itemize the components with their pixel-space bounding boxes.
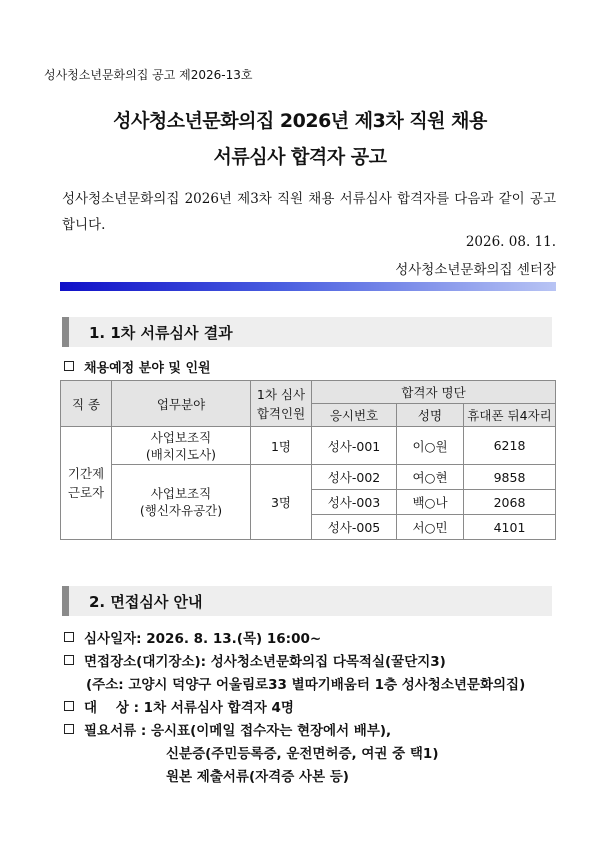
- phone-cell: 6218: [464, 427, 556, 465]
- section-2-title: 2. 면접심사 안내: [89, 593, 203, 611]
- section-2-header: [62, 586, 552, 616]
- info-documents-line-2: 신분증(주민등록증, 운전면허증, 여권 중 택1): [166, 746, 439, 762]
- info-documents: 필요서류 : 응시표(이메일 접수자는 현장에서 배부),: [64, 719, 391, 739]
- phone-cell: 9858: [464, 465, 556, 490]
- intro-paragraph: 성사청소년문화의집 2026년 제3차 직원 채용 서류심사 합격자를 다음과 같이 공고합니다.: [62, 191, 556, 233]
- checkbox-bullet-icon: [64, 655, 74, 665]
- results-table: [60, 380, 556, 540]
- checkbox-bullet-icon: [64, 632, 74, 642]
- info-documents-line-3: 원본 제출서류(자격증 사본 등): [166, 769, 349, 785]
- header-name: 성명: [397, 404, 464, 427]
- table-row: [61, 427, 556, 465]
- title-line-2: 서류심사 합격자 공고: [213, 146, 387, 168]
- header-job-type: 직 종: [61, 381, 112, 427]
- count-cell: 3명: [251, 465, 312, 540]
- header-passed-count: 1차 심사 합격인원: [251, 381, 312, 427]
- exam-no-cell: 성사-001: [312, 427, 397, 465]
- exam-no-cell: 성사-002: [312, 465, 397, 490]
- exam-no-cell: 성사-003: [312, 490, 397, 515]
- section-1-title: 1. 1차 서류심사 결과: [89, 324, 233, 342]
- checkbox-bullet-icon: [64, 701, 74, 711]
- info-venue: 면접장소(대기장소): 성사청소년문화의집 다목적실(꿀단지3): [64, 650, 446, 670]
- phone-cell: 2068: [464, 490, 556, 515]
- checkbox-bullet-icon: [64, 724, 74, 734]
- title-line-1: 성사청소년문화의집 2026년 제3차 직원 채용: [113, 110, 487, 132]
- phone-cell: 4101: [464, 515, 556, 540]
- gradient-divider: [60, 282, 556, 291]
- checkbox-bullet-icon: [64, 361, 74, 371]
- header-exam-no: 응시번호: [312, 404, 397, 427]
- header-phone: 휴대폰 뒤4자리: [464, 404, 556, 427]
- table-header-row: [61, 381, 556, 404]
- job-type-cell: 기간제 근로자: [61, 427, 112, 540]
- header-work-field: 업무분야: [112, 381, 251, 427]
- notice-number: 성사청소년문화의집 공고 제2026-13호: [44, 68, 253, 82]
- name-cell: 서○민: [397, 515, 464, 540]
- info-address: (주소: 고양시 덕양구 어울림로33 별따기배움터 1층 성사청소년문화의집): [86, 677, 526, 693]
- name-cell: 이○원: [397, 427, 464, 465]
- work-field-cell: 사업보조직 (행신자유공간): [112, 465, 251, 540]
- info-schedule: 심사일자: 2026. 8. 13.(목) 16:00~: [64, 627, 321, 647]
- header-passed-list: 합격자 명단: [312, 381, 556, 404]
- work-field-cell: 사업보조직 (배치지도사): [112, 427, 251, 465]
- info-target: 대 상 : 1차 서류심사 합격자 4명: [64, 696, 294, 716]
- count-cell: 1명: [251, 427, 312, 465]
- name-cell: 여○현: [397, 465, 464, 490]
- section-1-subheading: 채용예정 분야 및 인원: [64, 357, 211, 376]
- exam-no-cell: 성사-005: [312, 515, 397, 540]
- section-1-header: [62, 317, 552, 347]
- issuer: 성사청소년문화의집 센터장: [395, 262, 556, 278]
- table-row: [61, 465, 556, 490]
- notice-date: 2026. 08. 11.: [465, 234, 556, 250]
- name-cell: 백○나: [397, 490, 464, 515]
